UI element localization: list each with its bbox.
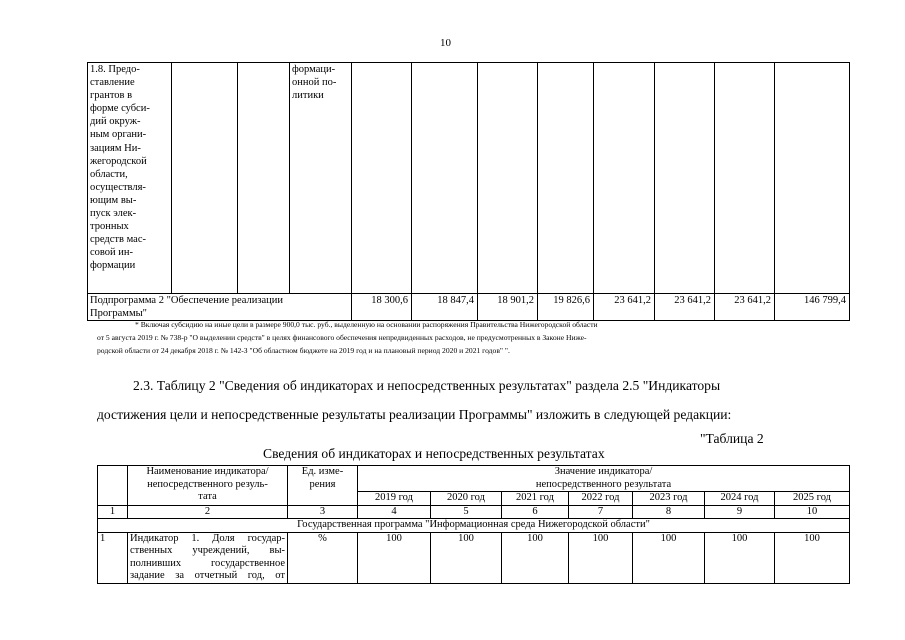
item-1-8-cell: 1.8. Предо- ставление грантов в форме субси- дий окруж- ным органи- зациям Ни- жегородской области, осуществля- ющим вы- пуск элек- тронных средств мас- совой ин- формации (88, 63, 172, 294)
value-cell: 23 641,2 (715, 294, 775, 321)
footnote-line: от 5 августа 2019 г. № 738-р "О выделении средств" в целях финансового обеспечения непредвиденных расходов, не предусмотренных в Законе Ниже- (97, 333, 587, 342)
col-number: 6 (502, 505, 569, 519)
value-cell: 19 826,6 (538, 294, 594, 321)
value-cell: 18 847,4 (412, 294, 478, 321)
indicator-name: Индикатор 1. Доля государ- ственных учреждений, вы- полнивших государственное задание за отчетный год, от (128, 532, 288, 583)
value-cell: 100 (633, 532, 705, 583)
year-cell: 2025 год (775, 492, 850, 506)
col-number: 3 (288, 505, 358, 519)
program-title: Государственная программа "Информационная среда Нижегородской области" (98, 519, 850, 533)
responsible-cell: формаци- онной по- литики (290, 63, 352, 294)
subprogram-row (88, 294, 850, 321)
year-cell: 2019 год (358, 492, 431, 506)
year-cell: 2020 год (431, 492, 502, 506)
year-cell: 2021 год (502, 492, 569, 506)
value-cell: 100 (775, 532, 850, 583)
col-number: 1 (98, 505, 128, 519)
col-number: 8 (633, 505, 705, 519)
value-cell: 100 (705, 532, 775, 583)
header-value: Значение индикатора/ непосредственного результата (358, 466, 850, 492)
unit-cell: % (288, 532, 358, 583)
table-label: "Таблица 2 (700, 431, 764, 446)
value-cell: 100 (502, 532, 569, 583)
year-cell: 2024 год (705, 492, 775, 506)
indicators-table (97, 465, 850, 584)
header-name: Наименование индикатора/ непосредственного резуль- тата (128, 466, 288, 506)
header-row (98, 466, 850, 492)
col-number: 9 (705, 505, 775, 519)
program-row (98, 519, 850, 533)
value-cell: 146 799,4 (775, 294, 850, 321)
funding-table (87, 62, 850, 321)
value-cell: 100 (569, 532, 633, 583)
column-numbers-row (98, 505, 850, 519)
header-unit: Ед. изме- рения (288, 466, 358, 506)
value-cell: 23 641,2 (594, 294, 655, 321)
value-cell: 100 (358, 532, 431, 583)
col-number: 5 (431, 505, 502, 519)
table-row (98, 532, 850, 583)
page-number: 10 (440, 37, 451, 49)
paragraph-line: достижения цели и непосредственные результаты реализации Программы" изложить в следующей редакции: (97, 407, 732, 422)
col-number: 2 (128, 505, 288, 519)
value-cell: 23 641,2 (655, 294, 715, 321)
table-row (88, 63, 850, 294)
col-number: 4 (358, 505, 431, 519)
year-cell: 2023 год (633, 492, 705, 506)
row-number: 1 (98, 532, 128, 583)
footnote-line: родской области от 24 декабря 2018 г. № 142-З "Об областном бюджете на 2019 год и на плановый период 2020 и 2021 годов" ". (97, 346, 510, 355)
value-cell: 100 (431, 532, 502, 583)
year-cell: 2022 год (569, 492, 633, 506)
value-cell: 18 300,6 (352, 294, 412, 321)
col-number: 7 (569, 505, 633, 519)
paragraph-line: 2.3. Таблицу 2 "Сведения об индикаторах и непосредственных результатах" раздела 2.5 "Индикаторы (133, 378, 721, 393)
subprogram-label: Подпрограмма 2 "Обеспечение реализации Программы" (88, 294, 352, 321)
value-cell: 18 901,2 (478, 294, 538, 321)
table-title: Сведения об индикаторах и непосредственных результатах (263, 446, 605, 461)
footnote-line: * Включая субсидию на иные цели в размере 900,0 тыс. руб., выделенную на основании распоряжения Правительства Нижегородской области (135, 320, 598, 329)
col-number: 10 (775, 505, 850, 519)
